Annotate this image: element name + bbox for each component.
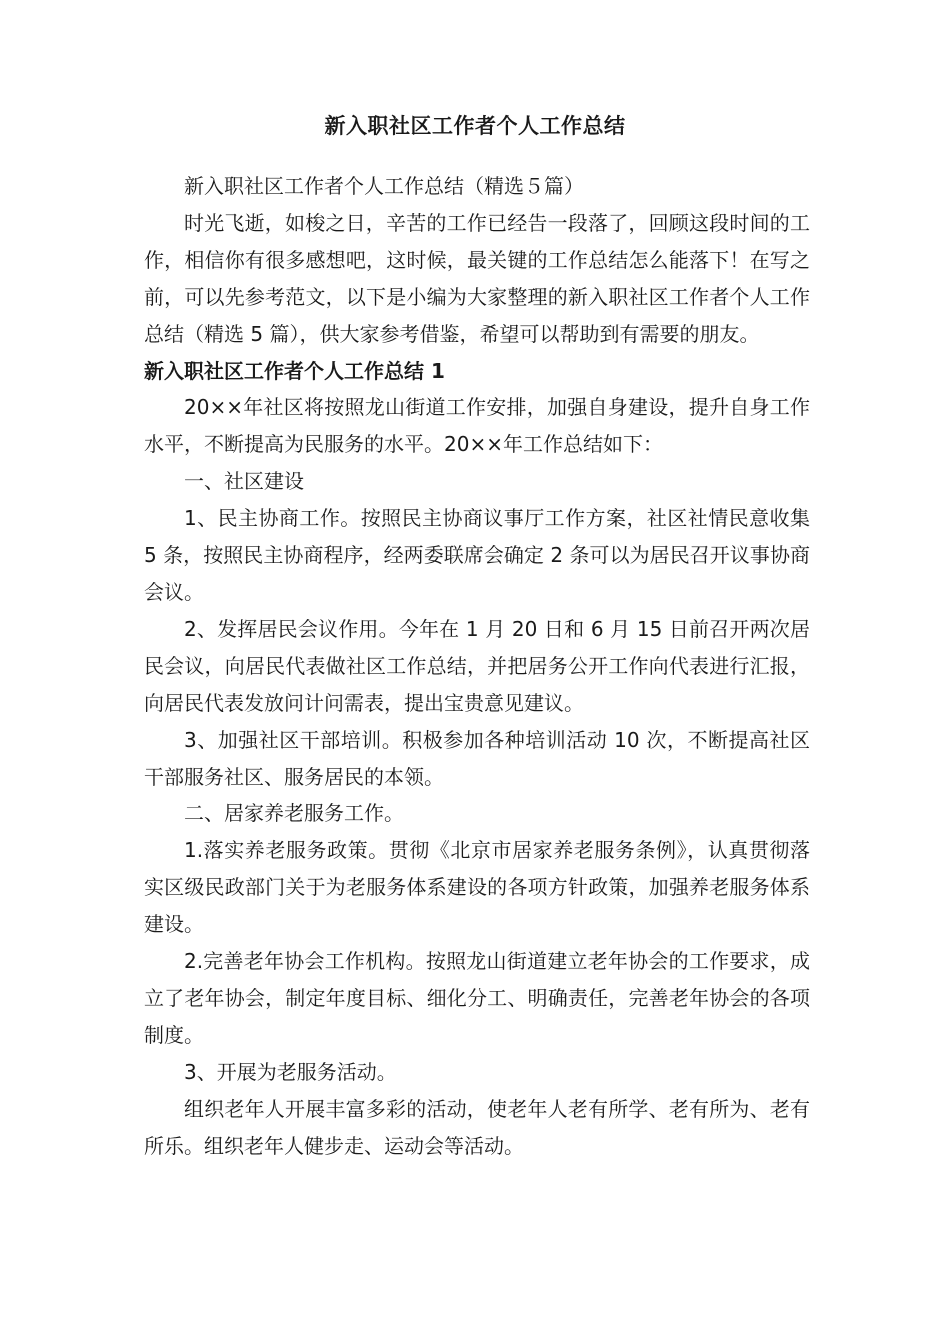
paragraph: 2、发挥居民会议作用。今年在 1 月 20 日和 6 月 15 日前召开两次居民会议，向居民代表做社区工作总结，并把居务公开工作向代表进行汇报，向居民代表发放问计问需表，提出宝贵意见建议。 — [144, 616, 810, 715]
paragraph-subtitle: 新入职社区工作者个人工作总结（精选５篇） — [184, 174, 584, 198]
paragraph: 2.完善老年协会工作机构。按照龙山街道建立老年协会的工作要求，成立了老年协会，制定年度目标、细化分工、明确责任，完善老年协会的各项制度。 — [144, 949, 810, 1047]
paragraph: 组织老年人开展丰富多彩的活动，使老年人老有所学、老有所为、老有所乐。组织老年人健步走、运动会等活动。 — [144, 1096, 810, 1158]
paragraph-intro: 时光飞逝，如梭之日，辛苦的工作已经告一段落了，回顾这段时间的工作，相信你有很多感想吧，这时候，最关键的工作总结怎么能落下！在写之前，可以先参考范文，以下是小编为大家整理的新入职社区工作者个人工作总结（精选 5 篇），供大家参考借鉴，希望可以帮助到有需要的朋友。 — [144, 210, 810, 346]
paragraph: 二、居家养老服务工作。 — [184, 801, 404, 826]
paragraph: 3、开展为老服务活动。 — [184, 1059, 397, 1084]
document-title: 新入职社区工作者个人工作总结 — [324, 114, 626, 138]
paragraph: 1、民主协商工作。按照民主协商议事厅工作方案，社区社情民意收集 5 条，按照民主协商程序，经两委联席会确定 2 条可以为居民召开议事协商会议。 — [144, 506, 810, 604]
document-body — [144, 168, 810, 1164]
paragraph: 20××年社区将按照龙山街道工作安排，加强自身建设，提升自身工作水平，不断提高为民服务的水平。20××年工作总结如下： — [144, 395, 810, 457]
section-heading: 新入职社区工作者个人工作总结 1 — [144, 358, 445, 383]
paragraph: 3、加强社区干部培训。积极参加各种培训活动 10 次，不断提高社区干部服务社区、服务居民的本领。 — [144, 727, 810, 789]
paragraph: 一、社区建设 — [184, 469, 304, 494]
paragraph: 1.落实养老服务政策。贯彻《北京市居家养老服务条例》，认真贯彻落实区级民政部门关于为老服务体系建设的各项方针政策，加强养老服务体系建设。 — [144, 838, 810, 937]
